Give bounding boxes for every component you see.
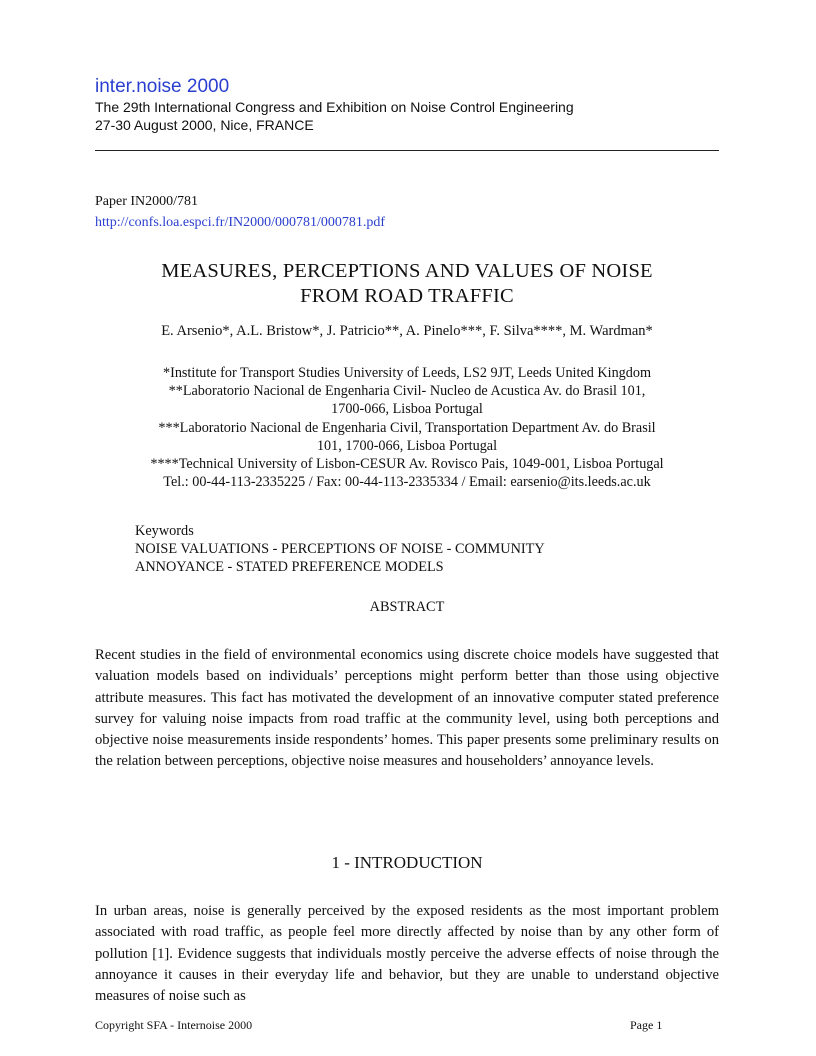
affiliations [85,364,729,491]
affiliation-line: ****Technical University of Lisbon-CESUR Av. Rovisco Pais, 1049-001, Lisboa Portugal [150,456,664,473]
abstract-heading: ABSTRACT [369,599,445,615]
keywords-block [135,522,545,576]
conference-name: inter.noise 2000 [95,76,230,97]
header-divider [95,150,719,151]
author-list: E. Arsenio*, A.L. Bristow*, J. Patricio**, A. Pinelo***, F. Silva****, M. Wardman* [161,323,653,339]
affiliation-line: 1700-066, Lisboa Portugal [331,401,483,418]
affiliation-line: 101, 1700-066, Lisboa Portugal [316,437,498,454]
introduction-paragraph: In urban areas, noise is generally perceived by the exposed residents as the most important problem associated with road traffic, as people feel more directly affected by noise than by any other form of pollution [1]. Evidence suggests that individuals mostly perceive the adverse effects of noise through the annoyance it causes in their everyday life and behavior, but they are unable to understand objective measures of noise such as [95,903,719,1005]
paper-title-line-2: FROM ROAD TRAFFIC [300,285,514,307]
keywords-label: Keywords [135,523,194,539]
paper-url-link[interactable]: http://confs.loa.espci.fr/IN2000/000781/000781.pdf [95,215,386,230]
paper-title [95,259,719,309]
affiliation-line: **Laboratorio Nacional de Engenharia Civil- Nucleo de Acustica Av. do Brasil 101, [168,383,646,400]
conference-header [95,76,719,134]
conference-dates: 27-30 August 2000, Nice, FRANCE [95,117,314,133]
footer-page-number: Page 1 [630,1018,663,1032]
section-heading-introduction: 1 - INTRODUCTION [331,853,483,872]
abstract-paragraph: Recent studies in the field of environmental economics using discrete choice models have suggested that valuation models based on individuals’ perceptions might perform better than those using objective attribute measures. This fact has motivated the development of an innovative computer stated preference survey for valuing noise impacts from road traffic at the community level, using both perceptions and objective noise measurements inside respondents’ homes. This paper presents some preliminary results on the relation between perceptions, objective noise measures and householders’ annoyance levels. [95,647,719,770]
keywords-line-2: ANNOYANCE - STATED PREFERENCE MODELS [135,559,444,575]
affiliation-line: ***Laboratorio Nacional de Engenharia Civil, Transportation Department Av. do Brasil [158,419,656,436]
contact-line: Tel.: 00-44-113-2335225 / Fax: 00-44-113-2335334 / Email: earsenio@its.leeds.ac.uk [163,474,651,491]
footer-copyright: Copyright SFA - Internoise 2000 [95,1018,253,1032]
affiliation-line: *Institute for Transport Studies University of Leeds, LS2 9JT, Leeds United Kingdom [163,365,651,381]
keywords-line-1: NOISE VALUATIONS - PERCEPTIONS OF NOISE - COMMUNITY [135,541,545,557]
paper-title-line-1: MEASURES, PERCEPTIONS AND VALUES OF NOISE [161,260,653,282]
congress-name: The 29th International Congress and Exhibition on Noise Control Engineering [95,99,574,115]
paper-id: Paper IN2000/781 [95,194,199,209]
